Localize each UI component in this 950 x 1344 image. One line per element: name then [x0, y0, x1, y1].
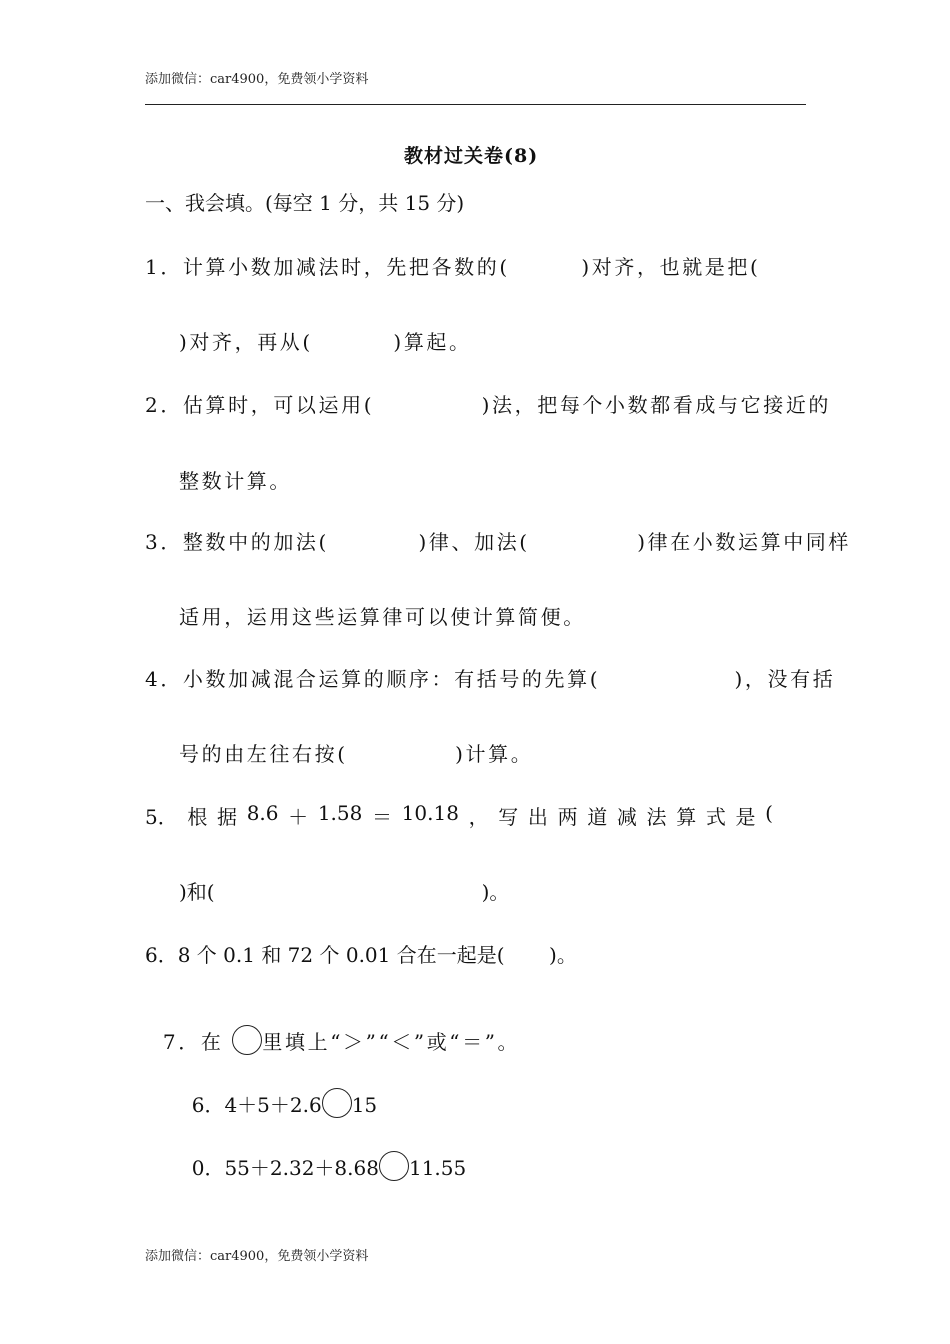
comparison-item-2: [179, 1127, 466, 1181]
q5-token: 写: [498, 805, 519, 829]
q5-token: (: [765, 801, 773, 825]
q5-token: 算: [676, 805, 697, 829]
question-2-line-2: 整数计算。: [179, 469, 292, 493]
q5-token: 出: [527, 805, 548, 829]
question-5-line-1: [145, 801, 773, 830]
page-footer: 添加微信：car4900，免费领小学资料: [145, 1249, 369, 1264]
q5-token: 5．: [145, 805, 178, 829]
q5-token: 两: [557, 805, 578, 829]
q5-token: 法: [646, 805, 667, 829]
item1-right-value: 15: [351, 1093, 378, 1117]
question-1-line-2: )对齐，再从( )算起。: [179, 330, 472, 354]
q5-token: 1.58: [317, 801, 363, 825]
answer-circle[interactable]: [322, 1088, 352, 1118]
header-divider: [145, 104, 806, 105]
q5-token: 根: [187, 805, 208, 829]
comparison-item-1: [179, 1064, 377, 1118]
q5-token: ＋: [288, 805, 309, 829]
q5-token: ，: [468, 805, 489, 829]
section-heading: 一、我会填。(每空 1 分，共 15 分): [145, 191, 465, 215]
q5-token: 8.6: [246, 801, 279, 825]
question-3-line-1: 3．整数中的加法( )律、加法( )律在小数运算中同样: [145, 530, 851, 554]
item2-right-value: 11.55: [408, 1156, 467, 1180]
answer-circle[interactable]: [379, 1151, 409, 1181]
q5-token: 是: [735, 805, 756, 829]
question-6: 6．8 个 0.1 和 72 个 0.01 合在一起是( )。: [145, 943, 577, 967]
q5-token: 道: [587, 805, 608, 829]
question-2-line-1: 2．估算时，可以运用( )法，把每个小数都看成与它接近的: [145, 393, 832, 417]
question-3-line-2: 适用，运用这些运算律可以使计算简便。: [179, 605, 586, 629]
q5-token: 减: [616, 805, 637, 829]
comparison-circle-icon: [232, 1025, 262, 1055]
question-7: [145, 1001, 520, 1055]
question-5-line-2: )和( )。: [179, 880, 510, 904]
q5-token: 式: [705, 805, 726, 829]
q5-token: 10.18: [401, 801, 459, 825]
q5-token: 据: [217, 805, 238, 829]
item2-left-expression: 0．55＋2.32＋8.68: [191, 1156, 379, 1180]
question-4-line-2: 号的由左往右按( )计算。: [179, 742, 534, 766]
q5-token: ＝: [372, 805, 393, 829]
item1-left-expression: 6．4＋5＋2.6: [191, 1093, 322, 1117]
page-header: 添加微信：car4900，免费领小学资料: [145, 72, 369, 87]
q7-prefix: 7．在: [162, 1030, 233, 1054]
question-4-line-1: 4．小数加减混合运算的顺序：有括号的先算( )，没有括: [145, 667, 836, 691]
question-1-line-1: 1．计算小数加减法时，先把各数的( )对齐，也就是把(: [145, 255, 761, 279]
page-title: 教材过关卷(8): [404, 145, 539, 167]
q7-instruction: 里填上“＞”“＜”或“＝”。: [262, 1030, 521, 1054]
